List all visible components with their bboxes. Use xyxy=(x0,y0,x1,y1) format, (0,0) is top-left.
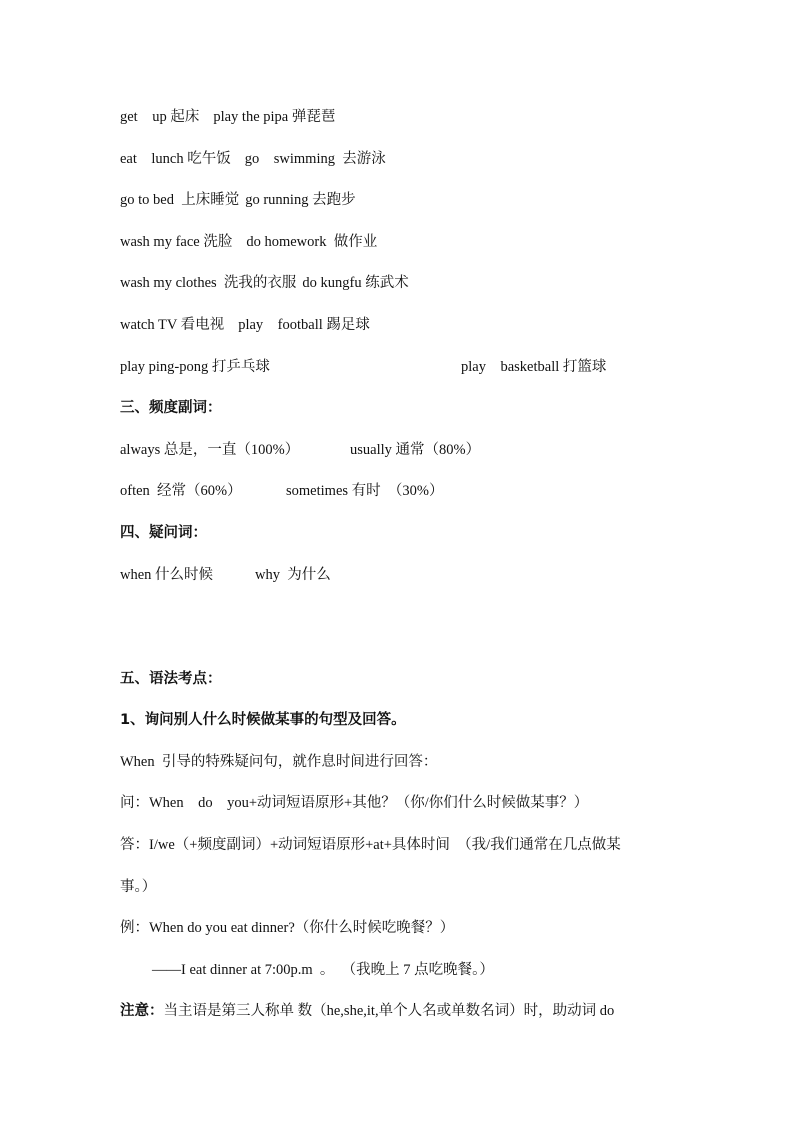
adverb-text: often 经常（60%） xyxy=(120,483,242,499)
subsection-heading: 1、询问别人什么时候做某事的句型及回答。 xyxy=(120,712,406,728)
phrase-text: play football 踢足球 xyxy=(238,317,370,333)
note-line xyxy=(120,1002,614,1020)
example-answer: ——I eat dinner at 7:00p.m 。 （我晚上 7 点吃晚餐。） xyxy=(152,962,494,978)
phrase-text: get up 起床 xyxy=(120,109,200,125)
note-text: 当主语是第三人称单 数（he,she,it,单个人名或单数名词）时，助动词 do xyxy=(163,1003,615,1019)
phrase-text: go to bed 上床睡觉 xyxy=(120,192,240,208)
phrase-text: wash my face 洗脸 xyxy=(120,234,233,250)
phrase-row xyxy=(120,191,356,209)
question-word-row xyxy=(120,566,331,584)
phrase-row xyxy=(120,150,386,168)
phrase-row xyxy=(120,358,607,376)
phrase-text: wash my clothes 洗我的衣服 xyxy=(120,275,297,291)
phrase-text: go running 去跑步 xyxy=(245,192,356,208)
answer-pattern-continued: 事。） xyxy=(120,879,157,895)
question-word-text: when 什么时候 xyxy=(120,567,214,583)
adverb-row xyxy=(120,482,444,500)
phrase-row xyxy=(120,233,377,251)
phrase-text: play the pipa 弹琵琶 xyxy=(213,109,336,125)
phrase-text: play basketball 打篮球 xyxy=(461,359,607,375)
adverb-row xyxy=(120,441,481,459)
answer-pattern: 答：I/we（+频度副词）+动词短语原形+at+具体时间 （我/我们通常在几点做某 xyxy=(120,837,621,853)
section-heading-question-words: 四、疑问词： xyxy=(120,525,207,541)
phrase-text: watch TV 看电视 xyxy=(120,317,225,333)
intro-text: When 引导的特殊疑问句，就作息时间进行回答： xyxy=(120,754,438,770)
phrase-text: go swimming 去游泳 xyxy=(244,151,386,167)
phrase-row xyxy=(120,108,335,126)
phrase-text: do kungfu 练武术 xyxy=(302,275,409,291)
adverb-text: sometimes 有时 （30%） xyxy=(286,483,444,499)
adverb-text: usually 通常（80%） xyxy=(350,442,481,458)
phrase-text: do homework 做作业 xyxy=(246,234,378,250)
note-label: 注意： xyxy=(120,1003,164,1019)
section-heading-frequency-adverbs: 三、频度副词： xyxy=(120,400,222,416)
phrase-row xyxy=(120,274,409,292)
phrase-text: play ping-pong 打乒乓球 xyxy=(120,359,270,375)
question-pattern: 问：When do you+动词短语原形+其他？（你/你们什么时候做某事？） xyxy=(120,795,589,811)
section-heading-grammar-points: 五、语法考点： xyxy=(120,671,222,687)
adverb-text: always 总是，一直（100%） xyxy=(120,442,300,458)
phrase-text: eat lunch 吃午饭 xyxy=(120,151,231,167)
question-word-text: why 为什么 xyxy=(255,567,331,583)
example-question: 例：When do you eat dinner?（你什么时候吃晚餐？） xyxy=(120,920,455,936)
phrase-row xyxy=(120,316,370,334)
